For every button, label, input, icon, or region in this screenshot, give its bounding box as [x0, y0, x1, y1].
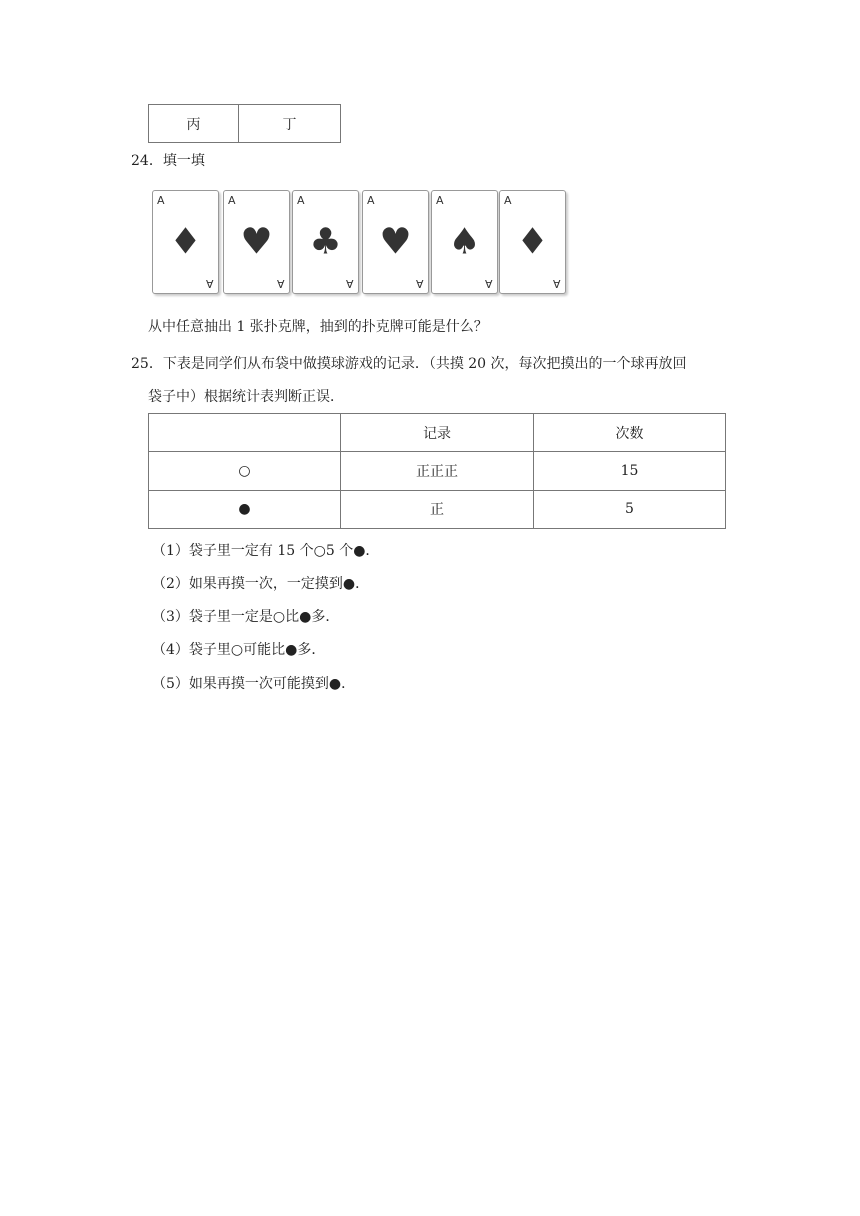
card-rank: A [416, 277, 424, 290]
table-row [149, 452, 726, 490]
count-cell: 15 [534, 452, 726, 490]
table-header-cell: 记录 [341, 414, 534, 452]
diamond-icon: ♦ [516, 221, 549, 263]
diamond-icon: ♦ [169, 221, 202, 263]
tally-cell: 正正正 [341, 452, 534, 490]
card-ace-of-clubs [292, 190, 359, 294]
card-rank: A [553, 277, 561, 290]
table-header-row [149, 414, 726, 452]
card-rank: A [436, 194, 444, 207]
heart-icon: ♥ [240, 221, 273, 263]
card-ace-of-spades [431, 190, 498, 294]
card-ace-of-hearts [223, 190, 290, 294]
white-ball-symbol: ○ [149, 452, 341, 490]
statement-1: （1）袋子里一定有 15 个○5 个●． [152, 543, 380, 559]
table-header-cell [149, 414, 341, 452]
table-cell: 丙 [149, 105, 239, 143]
table-header-cell: 次数 [534, 414, 726, 452]
statement-2: （2）如果再摸一次，一定摸到●． [152, 576, 370, 592]
question-24-prompt: 从中任意抽出 1 张扑克牌，抽到的扑克牌可能是什么？ [148, 319, 488, 335]
question-24-title: 24．填一填 [131, 153, 205, 169]
card-rank: A [367, 194, 375, 207]
count-cell: 5 [534, 490, 726, 528]
card-rank: A [228, 194, 236, 207]
statement-5: （5）如果再摸一次可能摸到●． [152, 676, 356, 692]
statement-3: （3）袋子里一定是○比●多． [152, 609, 340, 625]
spade-icon: ♠ [448, 221, 481, 263]
card-rank: A [157, 194, 165, 207]
card-ace-of-diamonds [499, 190, 566, 294]
playing-cards-image [152, 190, 572, 302]
card-rank: A [277, 277, 285, 290]
table-cell: 丁 [239, 105, 341, 143]
card-rank: A [346, 277, 354, 290]
club-icon: ♣ [309, 221, 342, 263]
heart-icon: ♥ [379, 221, 412, 263]
question-25-text-line-2: 袋子中）根据统计表判断正误． [148, 389, 344, 405]
statement-4: （4）袋子里○可能比●多． [152, 642, 326, 658]
card-rank: A [485, 277, 493, 290]
question-25-text-line-1: 25．下表是同学们从布袋中做摸球游戏的记录．（共摸 20 次，每次把摸出的一个球再放回 [131, 356, 687, 372]
card-rank: A [504, 194, 512, 207]
black-ball-symbol: ● [149, 490, 341, 528]
table-row [149, 490, 726, 528]
tally-cell: 正 [341, 490, 534, 528]
card-rank: A [206, 277, 214, 290]
ball-record-table [148, 413, 726, 529]
card-ace-of-hearts [362, 190, 429, 294]
card-ace-of-diamonds [152, 190, 219, 294]
card-rank: A [297, 194, 305, 207]
top-table-fragment [148, 104, 341, 143]
